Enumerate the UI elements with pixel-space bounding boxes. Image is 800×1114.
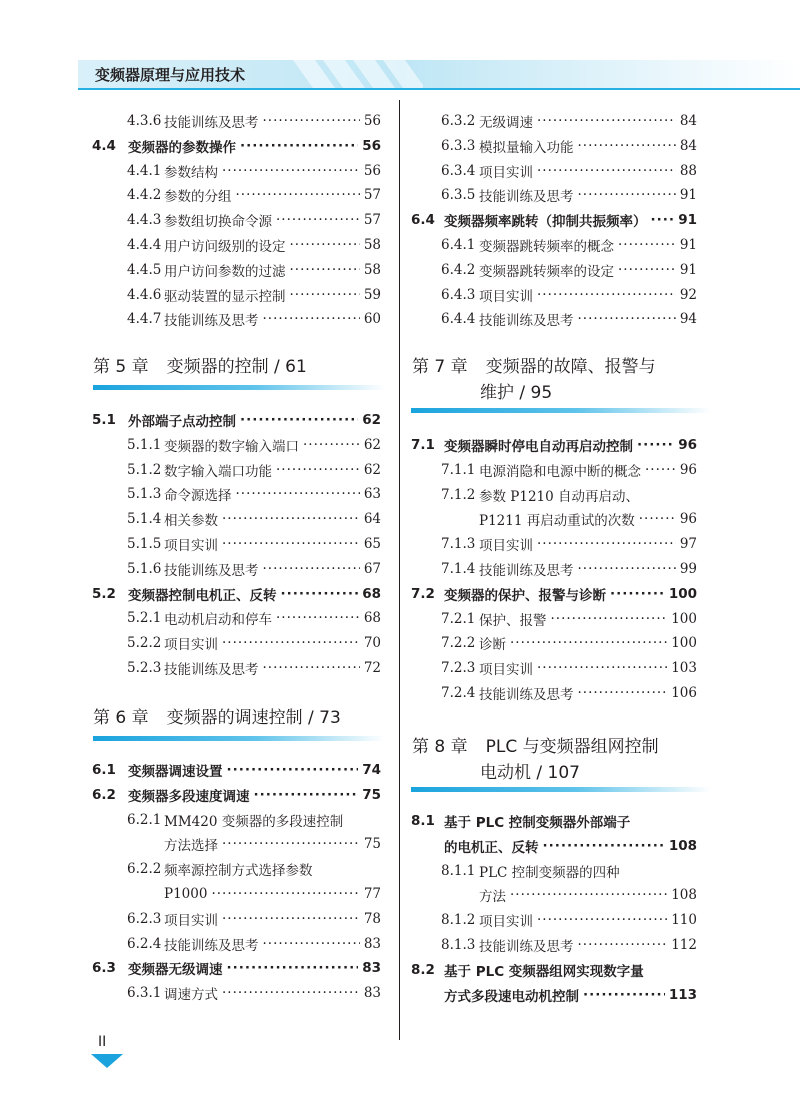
toc-entry-number: 7.2.1 (441, 610, 476, 627)
toc-entry-page: 62 (362, 412, 381, 428)
toc-entry-title: 变频器频率跳转（抑制共振频率） (444, 214, 647, 231)
toc-entry[interactable] (441, 235, 697, 255)
toc-entry-page: 72 (363, 660, 381, 676)
toc-leader-dots (645, 462, 676, 478)
chapter-8-heading[interactable] (412, 734, 659, 760)
toc-entry-number: 5.1.6 (127, 560, 162, 577)
toc-entry-number: 6.2.2 (127, 861, 162, 878)
toc-entry[interactable] (127, 111, 381, 131)
toc-entry[interactable] (411, 811, 697, 831)
chapter-7-heading-cont (480, 380, 552, 406)
toc-entry-title: 技能训练及思考 (479, 313, 574, 330)
toc-entry-page: 91 (679, 261, 697, 278)
toc-entry-number: 6.4.4 (441, 311, 476, 328)
toc-entry-page: 75 (362, 786, 381, 803)
toc-entry-page: 88 (679, 162, 697, 179)
toc-leader-dots (618, 262, 676, 278)
toc-entry-number: 6.4.3 (441, 286, 476, 303)
toc-entry-number: 8.1 (411, 813, 435, 829)
toc-entry[interactable] (127, 260, 381, 280)
toc-leader-dots (227, 762, 359, 778)
toc-entry-number: 8.1.3 (441, 937, 476, 953)
toc-entry-title: 频率源控制方式选择参数 (164, 863, 313, 880)
toc-entry-page: 60 (363, 311, 381, 328)
toc-leader-dots (537, 536, 676, 552)
toc-entry-title: 技能训练及思考 (164, 313, 259, 330)
toc-entry-page: 62 (363, 436, 381, 453)
chapter-6-underline (93, 736, 385, 741)
toc-entry-title: 用户访问参数的过滤 (164, 263, 286, 280)
toc-entry-title: 参数结构 (164, 164, 218, 181)
toc-leader-dots (537, 287, 676, 303)
chapter-7-heading[interactable] (412, 354, 656, 380)
toc-entry[interactable] (411, 435, 697, 455)
toc-leader-dots (290, 262, 360, 278)
toc-entry-title: 项目实训 (164, 538, 218, 554)
toc-entry-page: 78 (363, 910, 381, 927)
page-number: II (98, 1034, 107, 1050)
toc-entry[interactable] (441, 861, 697, 881)
toc-entry[interactable] (441, 260, 697, 280)
chapter-title-line1: PLC 与变频器组网控制 (485, 737, 659, 757)
toc-entry-number: 6.3.1 (127, 985, 162, 1002)
toc-entry[interactable] (441, 658, 697, 678)
toc-entry-number: 5.1.4 (127, 511, 162, 528)
toc-leader-dots (578, 311, 676, 327)
toc-entry[interactable] (127, 608, 381, 628)
toc-entry-number: 6.2 (92, 786, 116, 803)
toc-leader-dots (618, 237, 676, 253)
toc-leader-dots (222, 911, 360, 927)
toc-entry-page: 91 (679, 187, 697, 204)
toc-entry-number: 6.4.1 (441, 237, 476, 253)
toc-entry[interactable] (411, 584, 697, 604)
toc-entry[interactable] (411, 836, 697, 856)
toc-entry-page: 110 (671, 912, 697, 929)
toc-leader-dots (651, 212, 675, 228)
toc-entry-title: 外部端子点动控制 (128, 414, 236, 430)
toc-entry-page: 77 (363, 886, 381, 902)
toc-entry-number: 5.1.1 (127, 436, 162, 453)
toc-leader-dots (578, 937, 668, 953)
toc-entry-page: 58 (363, 261, 381, 278)
toc-leader-dots (222, 635, 360, 651)
toc-leader-dots (303, 437, 360, 453)
toc-entry-title: PLC 控制变频器的四种 (479, 864, 620, 881)
toc-entry-page: 56 (363, 162, 381, 179)
toc-entry[interactable] (127, 309, 381, 329)
toc-entry-title: 变频器瞬时停电自动再启动控制 (444, 439, 633, 455)
toc-entry-title: MM420 变频器的多段速控制 (164, 813, 344, 830)
toc-leader-dots (263, 113, 360, 129)
toc-entry-number: 4.4.1 (127, 162, 162, 179)
toc-entry-number: 7.1 (411, 437, 435, 453)
toc-entry[interactable] (411, 960, 697, 980)
toc-entry-title: 参数 P1210 自动再启动、 (479, 488, 640, 505)
chapter-title-line1: 变频器的故障、报警与 (485, 357, 656, 377)
toc-entry-title: 无级调速 (479, 115, 533, 131)
chapter-8-underline (411, 787, 711, 792)
toc-entry-number: 6.3 (92, 960, 116, 977)
toc-entry[interactable] (441, 683, 697, 703)
toc-entry-title: 电源消隐和电源中断的概念 (479, 463, 641, 480)
toc-entry-page: 96 (678, 437, 697, 453)
toc-entry-number: 7.1.3 (441, 536, 476, 553)
toc-entry-number: 8.2 (411, 961, 435, 978)
toc-entry-title: 变频器调速设置 (128, 764, 223, 780)
toc-entry-title: 技能训练及思考 (164, 562, 259, 579)
toc-entry[interactable] (441, 285, 697, 305)
chapter-6-heading[interactable] (93, 705, 341, 731)
toc-leader-dots (263, 561, 360, 577)
toc-entry[interactable] (441, 910, 697, 930)
toc-leader-dots (578, 561, 676, 577)
toc-entry-number: 7.2.2 (441, 635, 476, 652)
toc-leader-dots (290, 237, 360, 253)
toc-entry-number: 5.1.5 (127, 536, 162, 552)
toc-entry-title: 方法 (479, 889, 506, 906)
toc-entry-page: 74 (362, 762, 381, 778)
toc-entry-title: 参数组切换命令源 (164, 214, 272, 231)
toc-entry[interactable] (92, 136, 381, 156)
toc-entry[interactable] (127, 534, 381, 554)
toc-entry[interactable] (127, 633, 381, 653)
toc-entry[interactable] (127, 435, 381, 455)
toc-leader-dots (281, 586, 359, 602)
toc-entry[interactable] (441, 136, 697, 156)
toc-entry-page: 84 (679, 113, 697, 129)
toc-entry-title: 数字输入端口功能 (164, 463, 272, 480)
toc-entry-number: 7.1.2 (441, 486, 476, 503)
toc-entry-number: 6.3.4 (441, 162, 476, 179)
toc-entry[interactable] (441, 485, 697, 505)
toc-entry[interactable] (441, 935, 697, 955)
toc-entry-title: 方法选择 (164, 838, 218, 855)
toc-entry[interactable] (127, 983, 381, 1003)
toc-entry[interactable] (411, 985, 697, 1005)
toc-entry-title: 基于 PLC 控制变频器外部端子 (444, 815, 631, 831)
toc-entry[interactable] (127, 509, 381, 529)
toc-leader-dots (578, 138, 676, 154)
toc-entry-page: 65 (363, 536, 381, 552)
toc-entry-number: 4.4.2 (127, 187, 162, 204)
toc-entry-title: 的电机正、反转 (444, 839, 539, 856)
toc-entry[interactable] (92, 760, 381, 780)
toc-leader-dots (240, 412, 358, 428)
toc-entry-title: 变频器的数字输入端口 (164, 438, 299, 455)
toc-entry-title: P1211 再启动重试的次数 (479, 513, 635, 530)
toc-entry-page: 56 (363, 113, 381, 129)
toc-entry-number: 8.1.1 (441, 862, 476, 879)
toc-entry-title: 技能训练及思考 (479, 189, 574, 206)
toc-entry[interactable] (92, 785, 381, 805)
chapter-number: 第 8 章 (412, 737, 468, 757)
toc-entry-number: 4.4.4 (127, 237, 162, 253)
toc-entry[interactable] (127, 460, 381, 480)
toc-leader-dots (276, 462, 360, 478)
toc-leader-dots (551, 611, 668, 627)
toc-entry-title: 技能训练及思考 (164, 937, 259, 954)
toc-entry[interactable] (92, 958, 381, 978)
toc-entry-title: 调速方式 (164, 987, 218, 1004)
toc-leader-dots (578, 685, 668, 701)
toc-entry-number: 6.2.1 (127, 811, 162, 828)
toc-entry-page: 57 (363, 212, 381, 229)
chapter-8-heading-cont (480, 760, 580, 786)
toc-leader-dots (236, 486, 360, 502)
toc-entry-title: 变频器的参数操作 (128, 139, 236, 156)
toc-entry-page: 91 (678, 212, 697, 229)
toc-entry-title: 技能训练及思考 (164, 115, 259, 131)
toc-entry-title: 技能训练及思考 (479, 939, 574, 955)
toc-entry[interactable] (441, 509, 697, 529)
toc-leader-dots (276, 610, 360, 626)
toc-entry-number: 7.1.4 (441, 561, 476, 577)
toc-entry[interactable] (441, 559, 697, 579)
toc-entry-title: 参数的分组 (164, 189, 232, 206)
toc-leader-dots (254, 787, 359, 803)
toc-entry[interactable] (127, 859, 381, 879)
page-marker-triangle (91, 1054, 123, 1068)
toc-leader-dots (510, 887, 667, 903)
toc-leader-dots (222, 985, 360, 1001)
toc-entry[interactable] (441, 460, 697, 480)
toc-entry-page: 91 (679, 237, 697, 253)
chapter-title-line2: 维护 / 95 (480, 383, 553, 403)
toc-entry[interactable] (127, 909, 381, 929)
toc-entry[interactable] (127, 484, 381, 504)
toc-entry-page: 58 (363, 237, 381, 253)
toc-leader-dots (537, 660, 667, 676)
toc-entry-page: 103 (671, 660, 697, 677)
toc-leader-dots (543, 838, 665, 854)
chapter-number: 第 7 章 (412, 357, 468, 377)
toc-entry-page: 62 (363, 461, 381, 478)
toc-leader-dots (510, 635, 667, 651)
toc-entry-number: 7.2.4 (441, 685, 476, 701)
toc-entry-number: 6.2.4 (127, 935, 162, 952)
toc-entry[interactable] (441, 609, 697, 629)
toc-leader-dots (610, 586, 665, 602)
toc-entry-number: 4.4.7 (127, 311, 162, 328)
toc-entry-page: 56 (362, 137, 381, 154)
toc-entry-number: 4.4.5 (127, 261, 162, 278)
toc-entry-page: 106 (671, 685, 697, 701)
toc-entry-title: 模拟量输入功能 (479, 139, 574, 156)
toc-entry[interactable] (441, 309, 697, 329)
toc-entry-title: 诊断 (479, 637, 506, 654)
toc-entry-page: 92 (679, 286, 697, 303)
toc-entry-title: 变频器的保护、报警与诊断 (444, 587, 606, 604)
toc-entry-title: 项目实训 (164, 912, 218, 929)
toc-entry-title: 变频器跳转频率的概念 (479, 239, 614, 255)
toc-entry-number: 6.4.2 (441, 261, 476, 278)
toc-entry-title: 电动机启动和停车 (164, 612, 272, 629)
toc-entry[interactable] (127, 884, 381, 904)
toc-leader-dots (263, 936, 360, 952)
header-rule (78, 88, 800, 90)
toc-entry-title: 基于 PLC 变频器组网实现数字量 (444, 963, 644, 980)
toc-leader-dots (537, 113, 676, 129)
toc-entry-page: 68 (362, 585, 381, 602)
toc-entry-page: 59 (363, 286, 381, 303)
toc-entry-title: 变频器控制电机正、反转 (128, 587, 277, 604)
toc-entry[interactable] (127, 658, 381, 678)
toc-entry-number: 7.2.3 (441, 660, 476, 677)
toc-entry-number: 6.2.3 (127, 910, 162, 927)
chapter-5-underline (93, 385, 385, 390)
toc-entry[interactable] (127, 934, 381, 954)
toc-entry-title: 变频器无级调速 (128, 962, 223, 979)
toc-entry-page: 70 (363, 635, 381, 652)
toc-entry-page: 84 (679, 137, 697, 154)
toc-entry-title: 驱动装置的显示控制 (164, 288, 286, 305)
toc-entry[interactable] (92, 410, 381, 430)
chapter-title: 变频器的控制 / 61 (166, 357, 307, 377)
toc-leader-dots (222, 536, 360, 552)
toc-entry-page: 83 (363, 985, 381, 1002)
toc-entry-title: 相关参数 (164, 513, 218, 530)
toc-entry-number: 6.3.5 (441, 187, 476, 204)
toc-entry-title: P1000 (164, 886, 208, 902)
toc-entry[interactable] (441, 633, 697, 653)
toc-leader-dots (222, 163, 360, 179)
toc-entry-page: 94 (679, 311, 697, 328)
toc-leader-dots (222, 836, 360, 852)
toc-entry-number: 7.2 (411, 585, 435, 602)
toc-entry-page: 75 (363, 836, 381, 853)
toc-entry[interactable] (127, 810, 381, 830)
toc-leader-dots (263, 660, 360, 676)
toc-leader-dots (227, 960, 359, 976)
toc-entry[interactable] (127, 161, 381, 181)
toc-entry-page: 63 (363, 486, 381, 503)
toc-entry-page: 100 (671, 610, 697, 627)
toc-leader-dots (263, 311, 360, 327)
toc-leader-dots (222, 511, 360, 527)
toc-entry-number: 5.1 (92, 412, 116, 428)
toc-entry-title: 方式多段速电动机控制 (444, 988, 579, 1005)
toc-entry[interactable] (127, 285, 381, 305)
chapter-5-heading[interactable] (93, 354, 307, 380)
toc-entry-page: 83 (363, 935, 381, 952)
toc-entry-number: 6.1 (92, 762, 116, 778)
toc-leader-dots (639, 511, 676, 527)
toc-entry-title: 技能训练及思考 (164, 662, 259, 678)
toc-entry-number: 5.2 (92, 585, 116, 602)
toc-entry-title: 项目实训 (479, 914, 533, 931)
chapter-number: 第 6 章 (93, 708, 149, 728)
toc-entry-page: 67 (363, 560, 381, 577)
toc-entry-page: 96 (679, 511, 697, 528)
toc-entry-number: 4.3.6 (127, 113, 162, 129)
toc-entry-number: 5.1.3 (127, 486, 162, 503)
toc-entry-page: 100 (671, 635, 697, 652)
toc-leader-dots (637, 437, 674, 453)
toc-entry-number: 5.2.1 (127, 610, 162, 627)
toc-entry[interactable] (441, 161, 697, 181)
book-title: 变频器原理与应用技术 (95, 66, 246, 84)
toc-entry[interactable] (127, 235, 381, 255)
toc-leader-dots (236, 187, 360, 203)
toc-entry[interactable] (411, 210, 697, 230)
chapter-title: 变频器的调速控制 / 73 (166, 708, 341, 728)
chapter-7-underline (411, 408, 711, 413)
toc-entry-number: 6.3.3 (441, 137, 476, 154)
toc-leader-dots (290, 287, 360, 303)
toc-entry-page: 64 (363, 511, 381, 528)
toc-entry[interactable] (127, 834, 381, 854)
toc-entry-page: 97 (679, 536, 697, 553)
toc-entry-title: 用户访问级别的设定 (164, 239, 286, 255)
toc-entry-page: 108 (668, 837, 697, 854)
toc-entry-number: 7.1.1 (441, 461, 476, 478)
column-divider (399, 100, 400, 1040)
toc-entry-title: 保护、报警 (479, 612, 547, 629)
toc-entry-title: 项目实训 (479, 662, 533, 679)
header-stripe-decoration (293, 60, 423, 88)
toc-entry[interactable] (441, 885, 697, 905)
toc-entry[interactable] (441, 534, 697, 554)
toc-entry-number: 5.1.2 (127, 461, 162, 478)
toc-entry[interactable] (92, 584, 381, 604)
toc-entry-title: 项目实训 (479, 164, 533, 181)
toc-entry-title: 变频器多段速度调速 (128, 788, 250, 805)
toc-entry[interactable] (127, 185, 381, 205)
toc-entry-page: 112 (671, 937, 697, 953)
toc-entry-title: 项目实训 (164, 637, 218, 654)
toc-entry-page: 99 (679, 561, 697, 577)
toc-leader-dots (276, 212, 360, 228)
chapter-title-line2: 电动机 / 107 (480, 763, 580, 783)
toc-entry-number: 6.4 (411, 212, 435, 229)
toc-entry-number: 5.2.2 (127, 635, 162, 652)
toc-entry-number: 4.4 (92, 137, 116, 154)
toc-entry-title: 技能训练及思考 (479, 687, 574, 703)
toc-entry-page: 108 (671, 887, 697, 904)
toc-entry-title: 技能训练及思考 (479, 563, 574, 579)
toc-leader-dots (211, 886, 359, 902)
toc-entry-number: 4.4.3 (127, 212, 162, 229)
toc-entry-page: 68 (363, 610, 381, 627)
toc-entry-page: 57 (363, 187, 381, 204)
toc-entry-page: 83 (362, 960, 381, 977)
toc-entry-number: 8.1.2 (441, 912, 476, 929)
toc-entry-title: 命令源选择 (164, 488, 232, 505)
toc-entry-number: 5.2.3 (127, 660, 162, 676)
toc-entry[interactable] (441, 111, 697, 131)
toc-leader-dots (240, 138, 358, 154)
toc-entry-title: 变频器跳转频率的设定 (479, 263, 614, 280)
toc-leader-dots (537, 163, 676, 179)
toc-entry[interactable] (127, 210, 381, 230)
toc-entry-page: 113 (668, 986, 697, 1003)
toc-leader-dots (537, 912, 667, 928)
toc-entry[interactable] (127, 559, 381, 579)
toc-entry[interactable] (441, 185, 697, 205)
toc-entry-page: 96 (679, 461, 697, 478)
toc-entry-page: 100 (668, 585, 697, 602)
toc-entry-number: 6.3.2 (441, 113, 476, 129)
toc-entry-number: 4.4.6 (127, 286, 162, 303)
toc-leader-dots (583, 987, 665, 1003)
toc-entry-title: 项目实训 (479, 538, 533, 555)
chapter-number: 第 5 章 (93, 357, 149, 377)
toc-leader-dots (578, 187, 676, 203)
toc-entry-title: 项目实训 (479, 288, 533, 305)
